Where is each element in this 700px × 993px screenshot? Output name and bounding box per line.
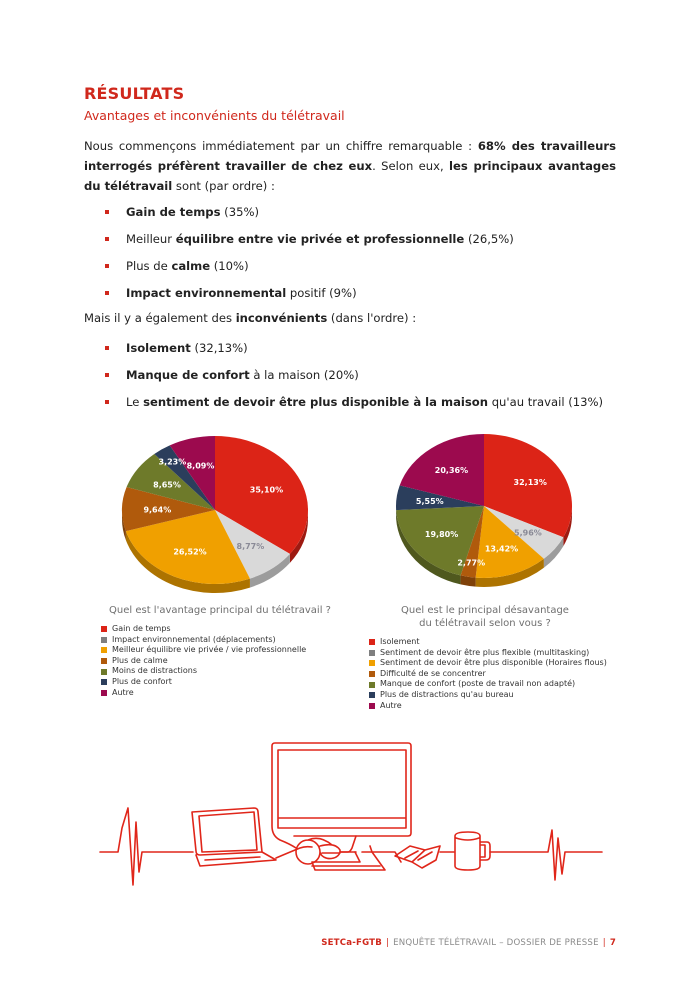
footer-brand: SETCa-FGTB (321, 938, 382, 948)
pie-data-label: 5,55% (415, 496, 444, 506)
pie-data-label: 8,77% (236, 542, 265, 552)
advantage-item: Plus de calme (10%) (104, 258, 514, 285)
footer-separator: | (385, 938, 390, 948)
pie-data-label: 20,36% (434, 466, 469, 476)
advantage-item: Meilleur équilibre entre vie privée et professionnelle (26,5%) (104, 231, 514, 258)
heartbeat-line-icon (490, 830, 602, 880)
section-subtitle: Avantages et inconvénients du télétravail (84, 108, 345, 123)
chart-title-line: Quel est le principal désavantage (401, 605, 569, 616)
legend-item: Manque de confort (poste de travail non adapté) (369, 679, 607, 690)
legend-item: Plus de distractions qu'au bureau (369, 690, 607, 701)
advantage-item: Impact environnemental positif (9%) (104, 285, 514, 312)
book-icon (395, 846, 440, 868)
pie-data-label: 8,65% (153, 480, 181, 490)
section-title: RÉSULTATS (84, 84, 185, 103)
pie-data-label: 8,09% (186, 461, 215, 471)
pie-data-label: 19,80% (424, 530, 459, 540)
legend-item: Difficulté de se concentrer (369, 669, 607, 680)
pie-data-label: 35,10% (249, 485, 284, 495)
legend-item: Gain de temps (101, 624, 306, 635)
pie-data-label: 2,77% (457, 558, 486, 568)
headphones-icon (296, 838, 340, 864)
legend-item: Impact environnemental (déplacements) (101, 635, 306, 646)
disadvantage-item: Manque de confort à la maison (20%) (104, 367, 603, 394)
legend-item: Autre (101, 688, 306, 699)
disadvantage-item: Isolement (32,13%) (104, 340, 603, 367)
legend-item: Isolement (369, 637, 607, 648)
legend-item: Plus de calme (101, 656, 306, 667)
legend-item: Plus de confort (101, 677, 306, 688)
heartbeat-line-icon (100, 808, 193, 885)
pie-data-label: 32,13% (513, 478, 547, 488)
mug-icon (455, 832, 490, 870)
laptop-icon (192, 808, 276, 866)
footer-text: ENQUÊTE TÉLÉTRAVAIL – DOSSIER DE PRESSE (393, 938, 599, 948)
legend-item: Meilleur équilibre vie privée / vie professionnelle (101, 645, 306, 656)
pie-data-label: 3,23% (158, 457, 187, 467)
advantages-chart-title: Quel est l'avantage principal du télétravail ? (109, 605, 331, 616)
legend-item: Sentiment de devoir être plus flexible (multitasking) (369, 648, 607, 659)
intro-paragraph: Nous commençons immédiatement par un chiffre remarquable : 68% des travailleurs interrogés préfèrent travailler de chez eux. Selon eux, les principaux avantages du télétravail sont (par ordre) : (84, 139, 616, 193)
legend-item: Autre (369, 701, 607, 712)
legend-item: Sentiment de devoir être plus disponible (Horaires flous) (369, 658, 607, 669)
page-number: 7 (609, 938, 616, 948)
pie-data-label: 5,96% (514, 528, 542, 538)
pie-data-label: 26,52% (173, 547, 207, 557)
footer-separator: | (602, 938, 606, 948)
pie-data-label: 13,42% (484, 544, 519, 554)
chart-title-line: du télétravail selon vous ? (419, 618, 551, 629)
advantage-item: Gain de temps (35%) (104, 204, 514, 231)
pie-data-label: 9,64% (143, 505, 172, 515)
disadvantages-intro: Mais il y a également des inconvénients (dans l'ordre) : (84, 311, 417, 325)
disadvantage-item: Le sentiment de devoir être plus disponible à la maison qu'au travail (13%) (104, 394, 603, 421)
legend-item: Moins de distractions (101, 666, 306, 677)
page-footer (320, 938, 616, 948)
